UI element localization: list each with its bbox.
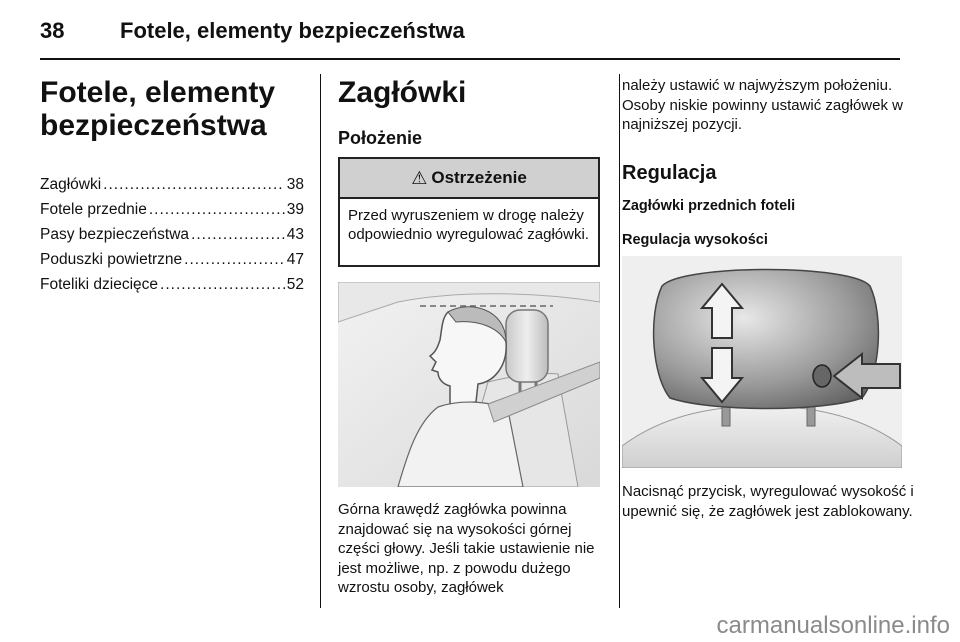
warning-triangle-icon: ⚠ [411,167,428,188]
adjustment-title: Regulacja [622,162,717,184]
toc-leader [184,251,285,269]
running-header-title: Fotele, elementy bezpieczeństwa [120,18,465,43]
headrest-position-text: Górna krawędź zagłówka powinna znajdować się na wysokości górnej części głowy. Jeśli takie ustawienie nie jest możliwe, np. z powodu dużego wzrostu osoby, zagłówek [338,501,595,596]
toc-entry-label: Poduszki powietrzne [40,251,183,268]
watermark: carmanualsonline.info [716,612,950,639]
toc-entry-seat-belts[interactable] [40,226,304,251]
column-divider-right [619,74,620,608]
height-adjustment-subtitle: Regulacja wysokości [622,232,768,248]
warning-box [338,157,600,267]
toc-entry-headrests[interactable] [40,176,304,201]
adjustment-text: Nacisnąć przycisk, wyregulować wysokość i upewnić się, że zagłówek jest zablokowany. [622,483,914,520]
section-subtitle: Położenie [338,128,423,148]
header-rule [40,58,900,60]
headrest-position-text-continued: należy ustawić w najwyższym położeniu. Osoby niskie powinny ustawić zagłówek w najniższej pozycji. [622,77,903,133]
toc-entry-child-seats[interactable] [40,276,304,301]
toc-leader [149,201,285,219]
headrest-shape [654,270,879,409]
column-divider-left [320,74,321,608]
page-number: 38 [40,18,65,43]
adjustment-subtitle: Zagłówki przednich foteli [622,198,796,214]
release-button [813,365,831,387]
toc-entry-front-seats[interactable] [40,201,304,226]
warning-text: Przed wyruszeniem w drogę należy odpowiednio wyregulować zagłówki. [348,207,589,243]
toc-leader [160,276,285,294]
chapter-title: Fotele, elementy bezpieczeństwa [40,76,276,142]
toc-entry-page: 47 [286,251,304,268]
headrest-shape [506,310,548,382]
warning-title: Ostrzeżenie [431,168,527,187]
toc-entry-page: 52 [286,276,304,293]
headrest-position-illustration [338,282,600,487]
table-of-contents [40,176,304,301]
headrest-adjustment-illustration [622,256,902,468]
toc-entry-label: Pasy bezpieczeństwa [40,226,190,243]
toc-leader [191,226,285,244]
section-title: Zagłówki [338,76,467,109]
toc-entry-label: Zagłówki [40,176,102,193]
warning-header [340,159,598,199]
toc-entry-page: 38 [286,176,304,193]
toc-entry-page: 39 [286,201,304,218]
toc-entry-label: Foteliki dziecięce [40,276,159,293]
toc-leader [103,176,285,194]
toc-entry-airbags[interactable] [40,251,304,276]
toc-entry-label: Fotele przednie [40,201,147,218]
toc-entry-page: 43 [286,226,304,243]
